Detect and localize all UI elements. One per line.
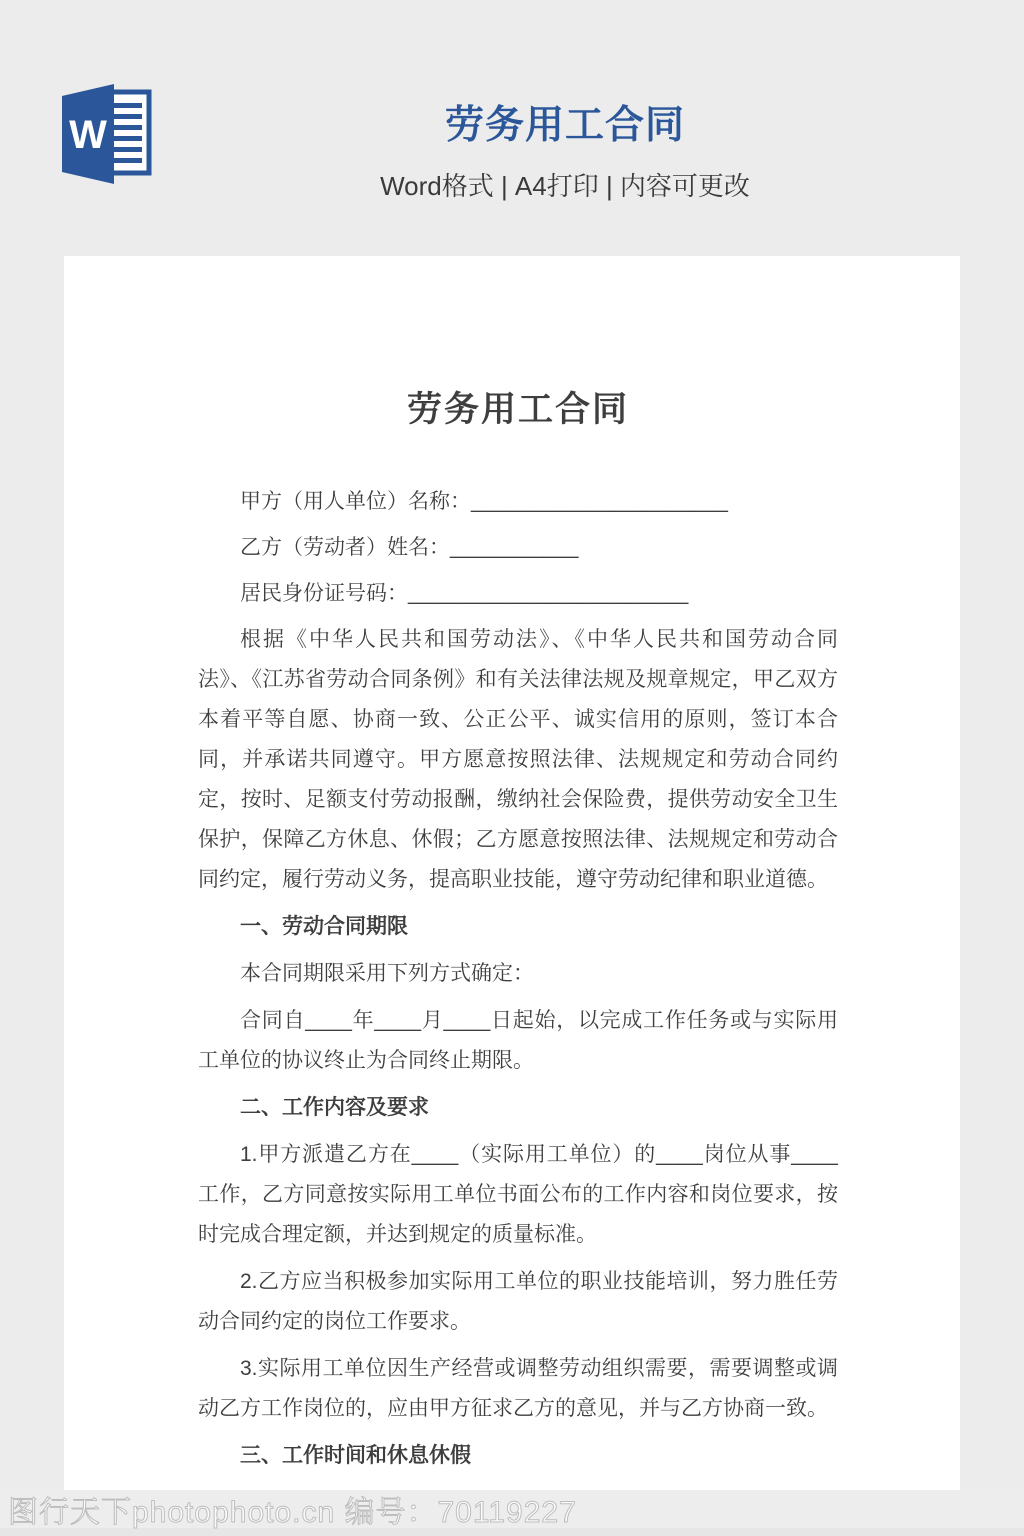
word-file-icon <box>62 84 154 184</box>
preamble-paragraph: 根据《中华人民共和国劳动法》、《中华人民共和国劳动合同法》、《江苏省劳动合同条例》和有关法律法规及规章规定，甲乙双方本着平等自愿、协商一致、公正公平、诚实信用的原则，签订本合同，并承诺共同遵守。甲方愿意按照法律、法规规定和劳动合同约定，按时、足额支付劳动报酬，缴纳社会保险费，提供劳动安全卫生保护，保障乙方休息、休假；乙方愿意按照法律、法规规定和劳动合同约定，履行劳动义务，提高职业技能，遵守劳动纪律和职业道德。 <box>198 628 838 891</box>
field-line-party-a: 甲方（用人单位）名称：______________________ <box>240 490 728 513</box>
watermark-text: 图行天下photophoto.cn 编号：70119227 <box>8 1496 577 1529</box>
banner-text-block <box>380 94 750 203</box>
section-2-paragraph-2: 2.乙方应当积极参加实际用工单位的职业技能培训，努力胜任劳动合同约定的岗位工作要求。 <box>198 1270 838 1333</box>
footer-watermark-bar <box>0 1490 1024 1536</box>
header-banner <box>0 0 1024 256</box>
document-page <box>64 256 960 1536</box>
document-content <box>64 256 960 1476</box>
section-2-heading: 二、工作内容及要求 <box>240 1096 429 1119</box>
section-2-paragraph-3: 3.实际用工单位因生产经营或调整劳动组织需要，需要调整或调动乙方工作岗位的，应由甲方征求乙方的意见，并与乙方协商一致。 <box>198 1357 838 1420</box>
field-line-id-number: 居民身份证号码：________________________ <box>240 582 689 605</box>
word-icon-letter: W <box>69 113 107 157</box>
section-1-paragraph-2: 合同自____年____月____日起始，以完成工作任务或与实际用工单位的协议终止为合同终止期限。 <box>198 1009 838 1072</box>
section-2-paragraph-1: 1.甲方派遣乙方在____（实际用工单位）的____岗位从事____工作，乙方同意按实际用工单位书面公布的工作内容和岗位要求，按时完成合理定额，并达到规定的质量标准。 <box>198 1143 838 1246</box>
banner-title: 劳务用工合同 <box>444 104 686 147</box>
section-3-heading: 三、工作时间和休息休假 <box>240 1444 471 1467</box>
field-line-party-b: 乙方（劳动者）姓名：___________ <box>240 536 579 559</box>
banner-subtitle: Word格式 | A4打印 | 内容可更改 <box>380 171 750 201</box>
document-title: 劳务用工合同 <box>406 390 629 429</box>
section-1-paragraph-1: 本合同期限采用下列方式确定： <box>240 962 534 985</box>
section-1-heading: 一、劳动合同期限 <box>240 915 408 938</box>
